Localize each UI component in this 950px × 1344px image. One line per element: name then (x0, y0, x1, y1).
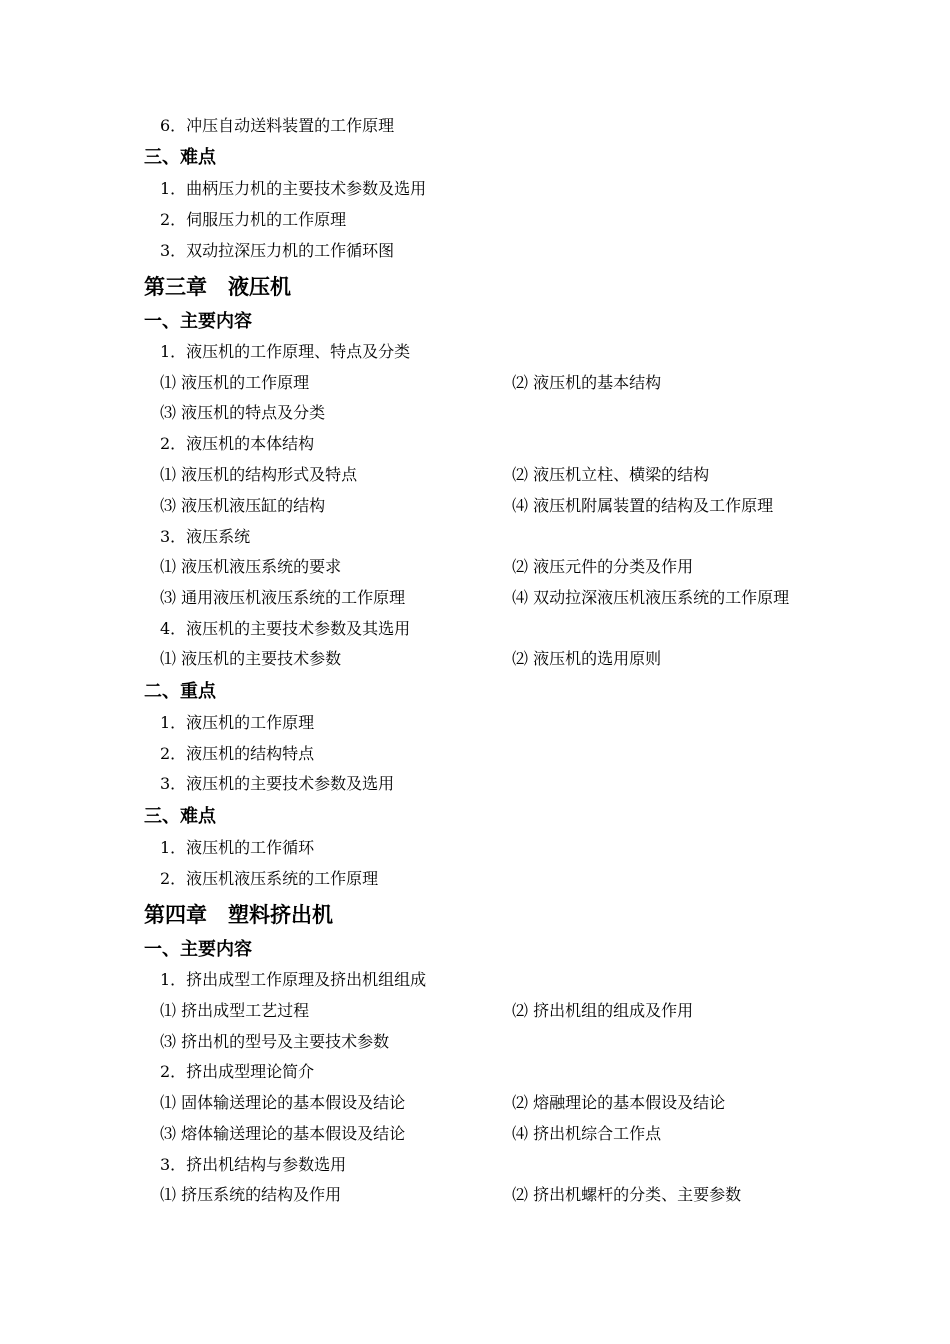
chapter-title: 第四章 塑料挤出机 (144, 902, 333, 927)
topic-item: 1．挤出成型工作原理及挤出机组组成 (160, 970, 427, 989)
sub-item: ⑷ 液压机附属装置的结构及工作原理 (512, 496, 774, 515)
list-item: 6．冲压自动送料装置的工作原理 (160, 116, 395, 135)
sub-item: ⑵ 液压机的基本结构 (512, 373, 662, 392)
list-item: 2．液压机液压系统的工作原理 (160, 869, 379, 888)
list-item: 3．液压机的主要技术参数及选用 (160, 774, 395, 793)
sub-item: ⑴ 挤压系统的结构及作用 (160, 1185, 342, 1204)
sub-item: ⑶ 挤出机的型号及主要技术参数 (160, 1032, 390, 1051)
sub-item: ⑴ 液压机液压系统的要求 (160, 557, 342, 576)
sub-item: ⑶ 液压机液压缸的结构 (160, 496, 326, 515)
list-item: 2．伺服压力机的工作原理 (160, 210, 347, 229)
sub-item: ⑴ 挤出成型工艺过程 (160, 1001, 310, 1020)
topic-item: 2．液压机的本体结构 (160, 434, 315, 453)
sub-item: ⑵ 液压机立柱、横梁的结构 (512, 465, 710, 484)
sub-item: ⑴ 液压机的工作原理 (160, 373, 310, 392)
topic-item: 1．液压机的工作原理、特点及分类 (160, 342, 411, 361)
sub-item: ⑵ 液压元件的分类及作用 (512, 557, 694, 576)
section-heading-key-points: 二、重点 (144, 681, 216, 702)
list-item: 3．双动拉深压力机的工作循环图 (160, 241, 395, 260)
sub-item: ⑷ 挤出机综合工作点 (512, 1124, 662, 1143)
sub-item: ⑶ 通用液压机液压系统的工作原理 (160, 588, 406, 607)
sub-item: ⑴ 液压机的结构形式及特点 (160, 465, 358, 484)
section-heading-main-content: 一、主要内容 (144, 311, 252, 332)
section-heading-difficulty: 三、难点 (144, 147, 216, 168)
list-item: 1．曲柄压力机的主要技术参数及选用 (160, 179, 427, 198)
section-heading-main-content: 一、主要内容 (144, 939, 252, 960)
list-item: 2．液压机的结构特点 (160, 744, 315, 763)
sub-item: ⑴ 液压机的主要技术参数 (160, 649, 342, 668)
chapter-title: 第三章 液压机 (144, 274, 291, 299)
sub-item: ⑷ 双动拉深液压机液压系统的工作原理 (512, 588, 790, 607)
section-heading-difficulty: 三、难点 (144, 806, 216, 827)
sub-item: ⑶ 熔体输送理论的基本假设及结论 (160, 1124, 406, 1143)
sub-item: ⑵ 熔融理论的基本假设及结论 (512, 1093, 726, 1112)
list-item: 1．液压机的工作原理 (160, 713, 315, 732)
topic-item: 2．挤出成型理论简介 (160, 1062, 315, 1081)
topic-item: 3．液压系统 (160, 527, 251, 546)
sub-item: ⑴ 固体输送理论的基本假设及结论 (160, 1093, 406, 1112)
sub-item: ⑵ 挤出机螺杆的分类、主要参数 (512, 1185, 742, 1204)
topic-item: 4．液压机的主要技术参数及其选用 (160, 619, 411, 638)
sub-item: ⑵ 挤出机组的组成及作用 (512, 1001, 694, 1020)
list-item: 1．液压机的工作循环 (160, 838, 315, 857)
sub-item: ⑶ 液压机的特点及分类 (160, 403, 326, 422)
topic-item: 3．挤出机结构与参数选用 (160, 1155, 347, 1174)
sub-item: ⑵ 液压机的选用原则 (512, 649, 662, 668)
